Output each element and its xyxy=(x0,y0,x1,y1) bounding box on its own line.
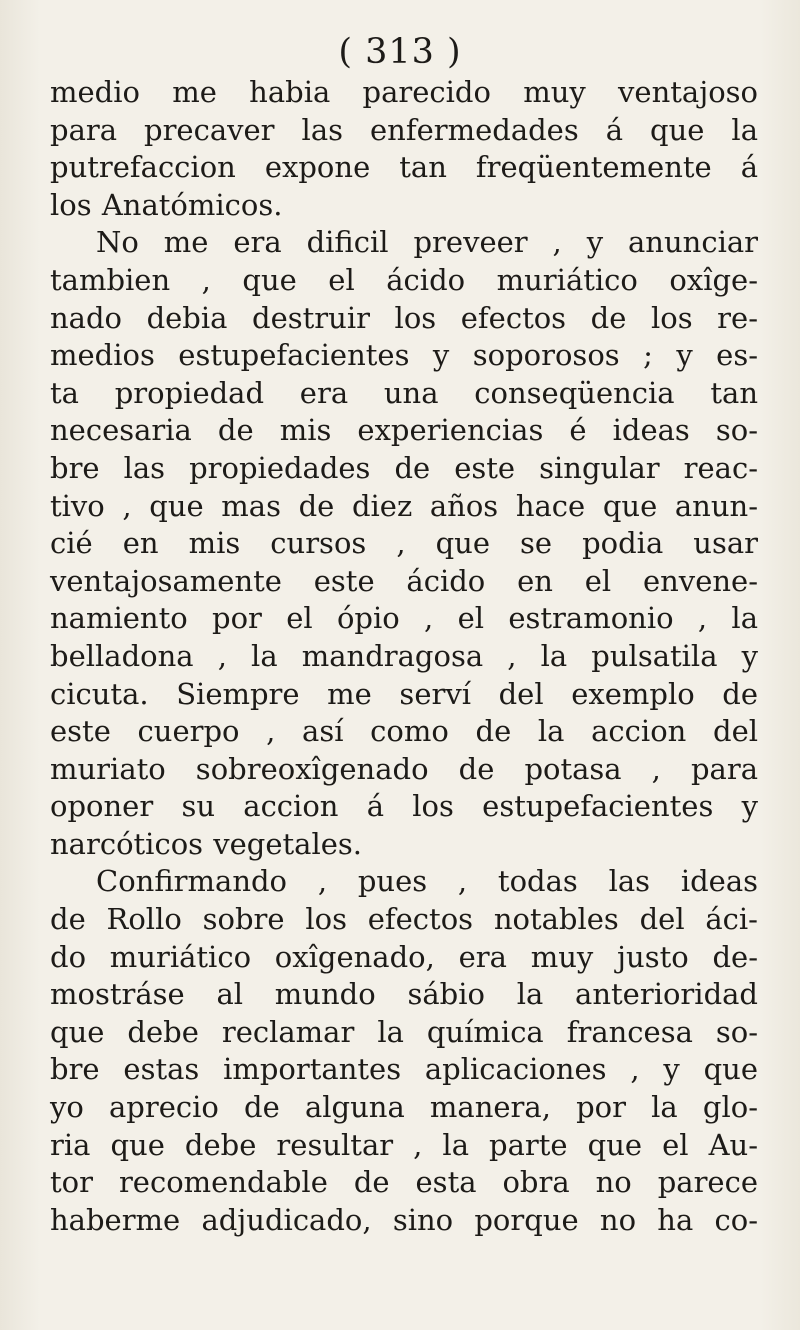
text-line: los Anatómicos. xyxy=(50,187,283,222)
text-line: do muriático oxîgenado, era muy justo de- xyxy=(50,939,758,974)
text-line: haberme adjudicado, sino porque no ha co- xyxy=(50,1202,758,1237)
text-line: yo aprecio de alguna manera, por la glo- xyxy=(50,1090,758,1125)
text-line: No me era dificil preveer , y anunciar xyxy=(96,225,758,260)
text-line: cié en mis cursos , que se podia usar xyxy=(50,526,758,561)
text-line: Confirmando , pues , todas las ideas xyxy=(96,864,758,899)
text-line: para precaver las enfermedades á que la xyxy=(50,112,758,147)
text-line: medios estupefacientes y soporosos ; y es- xyxy=(50,338,758,373)
text-line: este cuerpo , así como de la accion del xyxy=(50,714,758,749)
text-line: nado debia destruir los efectos de los re- xyxy=(50,300,758,335)
text-line: ta propiedad era una conseqüencia tan xyxy=(50,375,758,410)
text-line: namiento por el ópio , el estramonio , la xyxy=(50,601,758,636)
text-line: tivo , que mas de diez años hace que anun- xyxy=(50,488,758,523)
text-line: narcóticos vegetales. xyxy=(50,826,363,861)
text-line: belladona , la mandragosa , la pulsatila y xyxy=(50,638,758,673)
text-line: muriato sobreoxîgenado de potasa , para xyxy=(50,751,758,786)
text-line: medio me habia parecido muy ventajoso xyxy=(50,75,758,109)
text-line: de Rollo sobre los efectos notables del áci- xyxy=(50,902,758,937)
text-line: tor recomendable de esta obra no parece xyxy=(50,1165,758,1200)
text-line: ria que debe resultar , la parte que el Au- xyxy=(50,1127,758,1162)
text-line: bre estas importantes aplicaciones , y que xyxy=(50,1052,758,1087)
text-line: mostráse al mundo sábio la anterioridad xyxy=(50,977,758,1012)
text-line: cicuta. Siempre me serví del exemplo de xyxy=(50,676,758,711)
text-line: putrefaccion expone tan freqüentemente á xyxy=(50,150,758,185)
text-line: que debe reclamar la química francesa so- xyxy=(50,1014,758,1049)
body-text xyxy=(50,74,758,1239)
text-line: oponer su accion á los estupefacientes y xyxy=(50,789,758,824)
page-number: ( 313 ) xyxy=(338,32,462,72)
text-line: bre las propiedades de este singular reac- xyxy=(50,450,758,485)
text-line: ventajosamente este ácido en el envene- xyxy=(50,563,758,598)
text-line: tambien , que el ácido muriático oxîge- xyxy=(50,262,758,297)
text-line: necesaria de mis experiencias é ideas so- xyxy=(50,413,758,448)
